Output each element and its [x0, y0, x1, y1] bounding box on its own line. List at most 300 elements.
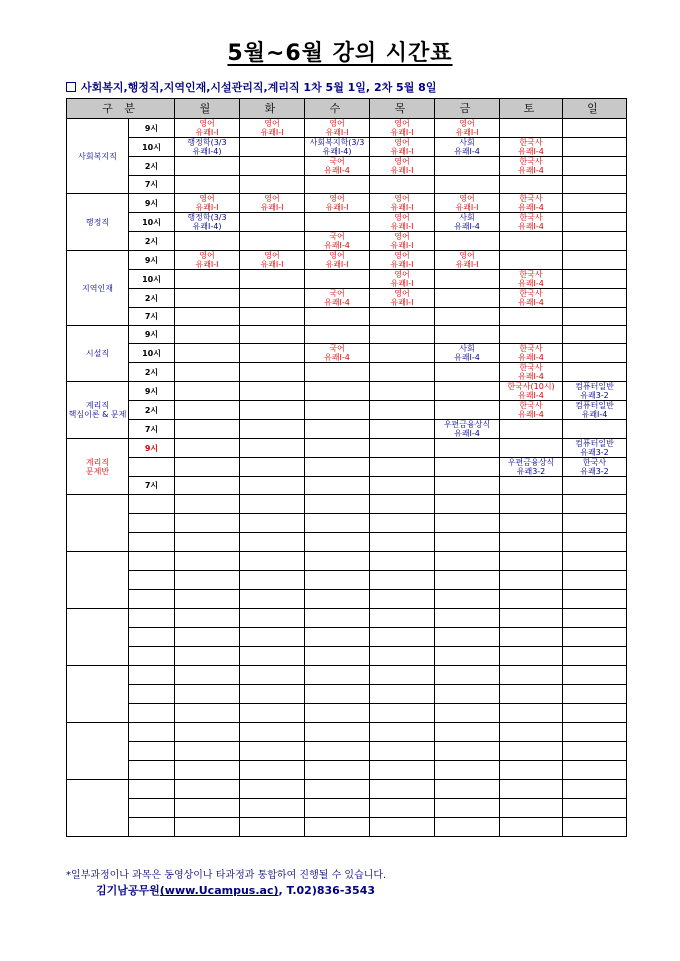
- empty-cell: [563, 742, 627, 761]
- empty-cell: [500, 495, 563, 514]
- time-slot: 2시: [129, 289, 175, 308]
- empty-cell: [500, 666, 563, 685]
- class-cell: [500, 289, 563, 308]
- empty-cell: [370, 571, 435, 590]
- empty-cell: [175, 742, 240, 761]
- class-cell-line: 영어: [459, 119, 475, 128]
- empty-cell: [240, 818, 305, 837]
- empty-row: [67, 647, 627, 666]
- empty-cell: [563, 590, 627, 609]
- empty-cell: [370, 344, 435, 363]
- class-cell-line: 유쾌Ⅰ-4: [454, 147, 480, 156]
- empty-cell: [370, 514, 435, 533]
- class-cell: [370, 232, 435, 251]
- empty-cell: [240, 138, 305, 157]
- class-cell-line: 유쾌Ⅰ-4: [324, 166, 350, 175]
- class-cell-line: 유쾌Ⅰ-Ⅰ: [455, 128, 479, 137]
- class-cell-line: 유쾌Ⅰ-Ⅰ: [390, 166, 414, 175]
- time-slot: 10시: [129, 270, 175, 289]
- empty-cell: [129, 609, 175, 628]
- class-cell-line: 컴퓨터일반: [575, 382, 614, 391]
- class-cell: [175, 119, 240, 138]
- empty-cell: [435, 647, 500, 666]
- class-cell-line: 영어: [199, 119, 215, 128]
- empty-cell: [435, 157, 500, 176]
- empty-cell: [563, 571, 627, 590]
- group-label-line: 문제반: [85, 466, 110, 476]
- class-cell: [175, 194, 240, 213]
- class-cell-line: 한국사: [519, 363, 543, 372]
- empty-cell: [305, 270, 370, 289]
- empty-cell: [305, 590, 370, 609]
- table-row: [67, 157, 627, 176]
- table-row: [67, 251, 627, 270]
- empty-cell: [175, 666, 240, 685]
- class-cell: [500, 401, 563, 420]
- empty-cell: [240, 647, 305, 666]
- group-label-line: 핵심이론 & 문제: [68, 410, 127, 419]
- empty-cell: [500, 571, 563, 590]
- class-cell: [435, 119, 500, 138]
- class-cell-line: 유쾌Ⅰ-4: [518, 166, 544, 175]
- class-cell-line: 영어: [394, 213, 410, 222]
- empty-cell: [435, 609, 500, 628]
- empty-cell: [500, 439, 563, 458]
- empty-cell: [563, 495, 627, 514]
- empty-cell: [129, 628, 175, 647]
- class-cell-line: 한국사: [519, 270, 543, 279]
- empty-cell: [305, 514, 370, 533]
- empty-cell: [563, 176, 627, 194]
- class-cell-line: 영어: [264, 119, 280, 128]
- empty-cell: [563, 119, 627, 138]
- header-day: 화: [240, 99, 305, 119]
- empty-cell: [305, 401, 370, 420]
- class-cell-line: 유쾌Ⅰ-Ⅰ: [390, 203, 414, 212]
- empty-cell: [563, 232, 627, 251]
- empty-cell: [240, 571, 305, 590]
- class-cell: [563, 401, 627, 420]
- class-cell-line: 영어: [199, 251, 215, 260]
- empty-cell: [563, 799, 627, 818]
- class-cell-line: 유쾌Ⅰ-4: [518, 298, 544, 307]
- class-cell-line: 영어: [199, 194, 215, 203]
- class-cell-line: 영어: [394, 251, 410, 260]
- empty-cell: [370, 401, 435, 420]
- empty-cell: [500, 742, 563, 761]
- header-day: 토: [500, 99, 563, 119]
- empty-cell: [175, 401, 240, 420]
- group-label-line: 지역인재: [82, 283, 113, 293]
- group-label: [67, 251, 129, 326]
- time-slot: 9시: [129, 382, 175, 401]
- empty-cell: [500, 533, 563, 552]
- empty-group-label: [67, 609, 129, 666]
- empty-cell: [563, 780, 627, 799]
- time-slot: 7시: [129, 308, 175, 326]
- class-cell-line: 우편금융상식: [443, 420, 491, 429]
- class-cell-line: 유쾌Ⅰ-Ⅰ: [390, 298, 414, 307]
- class-cell: [370, 289, 435, 308]
- empty-cell: [240, 308, 305, 326]
- empty-cell: [129, 495, 175, 514]
- header-day: 월: [175, 99, 240, 119]
- empty-cell: [129, 742, 175, 761]
- time-slot: 10시: [129, 213, 175, 232]
- empty-row: [67, 742, 627, 761]
- empty-cell: [305, 176, 370, 194]
- class-cell-line: 사회: [459, 213, 475, 222]
- empty-cell: [370, 439, 435, 458]
- class-cell-line: 국어: [329, 289, 345, 298]
- empty-cell: [175, 326, 240, 344]
- empty-cell: [435, 571, 500, 590]
- empty-cell: [500, 647, 563, 666]
- empty-cell: [240, 552, 305, 571]
- empty-cell: [563, 194, 627, 213]
- class-cell-line: 국어: [329, 232, 345, 241]
- class-cell: [500, 363, 563, 382]
- class-cell: [435, 213, 500, 232]
- empty-cell: [500, 590, 563, 609]
- empty-cell: [240, 458, 305, 477]
- empty-cell: [240, 382, 305, 401]
- empty-cell: [563, 628, 627, 647]
- table-row: [67, 477, 627, 495]
- time-slot: 7시: [129, 420, 175, 439]
- class-cell-line: 행정학(3/3: [187, 213, 227, 222]
- time-slot: [129, 458, 175, 477]
- timetable: [66, 98, 627, 837]
- class-cell-line: 유쾌Ⅰ-4): [322, 147, 352, 156]
- empty-group-label: [67, 552, 129, 609]
- empty-cell: [305, 723, 370, 742]
- time-slot: 2시: [129, 363, 175, 382]
- class-cell-line: 유쾌Ⅰ-Ⅰ: [390, 128, 414, 137]
- class-cell-line: 유쾌Ⅰ-4: [518, 203, 544, 212]
- empty-group-label: [67, 666, 129, 723]
- empty-cell: [240, 363, 305, 382]
- class-cell-line: 유쾌Ⅰ-Ⅰ: [390, 241, 414, 250]
- class-cell-line: 영어: [459, 194, 475, 203]
- class-cell: [500, 458, 563, 477]
- class-cell: [240, 251, 305, 270]
- class-cell-line: 유쾌3-2: [580, 391, 609, 400]
- empty-cell: [305, 742, 370, 761]
- empty-cell: [129, 685, 175, 704]
- empty-cell: [305, 308, 370, 326]
- empty-cell: [370, 609, 435, 628]
- class-cell-line: 유쾌Ⅰ-4: [518, 279, 544, 288]
- empty-cell: [500, 420, 563, 439]
- empty-cell: [500, 477, 563, 495]
- class-cell-line: 사회: [459, 344, 475, 353]
- empty-cell: [305, 780, 370, 799]
- empty-cell: [129, 514, 175, 533]
- class-cell-line: 영어: [394, 194, 410, 203]
- class-cell-line: 유쾌Ⅰ-4): [192, 222, 222, 231]
- empty-cell: [175, 685, 240, 704]
- empty-cell: [435, 176, 500, 194]
- empty-cell: [563, 552, 627, 571]
- empty-cell: [563, 138, 627, 157]
- empty-cell: [435, 458, 500, 477]
- empty-cell: [500, 251, 563, 270]
- class-cell: [175, 213, 240, 232]
- empty-cell: [435, 308, 500, 326]
- empty-row: [67, 609, 627, 628]
- empty-cell: [175, 723, 240, 742]
- class-cell-line: 영어: [264, 251, 280, 260]
- group-label-line: 계리직: [85, 401, 110, 410]
- empty-cell: [500, 119, 563, 138]
- empty-cell: [240, 232, 305, 251]
- class-cell-line: 유쾌Ⅰ-4: [324, 241, 350, 250]
- empty-cell: [305, 213, 370, 232]
- empty-cell: [240, 213, 305, 232]
- empty-cell: [435, 533, 500, 552]
- class-cell: [500, 344, 563, 363]
- empty-cell: [563, 704, 627, 723]
- class-cell-line: 한국사: [519, 401, 543, 410]
- empty-row: [67, 666, 627, 685]
- empty-cell: [175, 157, 240, 176]
- footnote: *일부과정이나 과목은 동영상이나 타과정과 통합하여 진행될 수 있습니다.: [66, 870, 387, 881]
- class-cell: [305, 194, 370, 213]
- class-cell-line: 유쾌Ⅰ-Ⅰ: [390, 260, 414, 269]
- class-cell-line: 우편금융상식: [507, 458, 555, 467]
- class-cell: [305, 119, 370, 138]
- academy-phone: , T.02)836-3543: [278, 884, 375, 897]
- empty-cell: [370, 742, 435, 761]
- class-cell: [370, 194, 435, 213]
- empty-cell: [563, 477, 627, 495]
- time-slot: 2시: [129, 157, 175, 176]
- empty-cell: [370, 363, 435, 382]
- group-label-line: 계리직: [85, 457, 110, 467]
- empty-cell: [175, 514, 240, 533]
- empty-cell: [435, 799, 500, 818]
- empty-cell: [563, 761, 627, 780]
- empty-cell: [240, 157, 305, 176]
- empty-cell: [563, 514, 627, 533]
- empty-cell: [305, 704, 370, 723]
- empty-cell: [500, 818, 563, 837]
- empty-cell: [175, 232, 240, 251]
- empty-cell: [500, 704, 563, 723]
- empty-row: [67, 704, 627, 723]
- class-cell-line: 유쾌Ⅰ-4: [581, 410, 608, 419]
- empty-cell: [563, 647, 627, 666]
- group-label: [67, 194, 129, 251]
- empty-cell: [240, 326, 305, 344]
- table-row: [67, 270, 627, 289]
- empty-cell: [240, 742, 305, 761]
- class-cell-line: 한국사: [519, 138, 543, 147]
- class-cell-line: 유쾌Ⅰ-Ⅰ: [325, 203, 349, 212]
- empty-row: [67, 533, 627, 552]
- empty-row: [67, 818, 627, 837]
- empty-cell: [240, 533, 305, 552]
- empty-row: [67, 552, 627, 571]
- class-cell-line: 유쾌Ⅰ-4: [518, 372, 544, 381]
- empty-cell: [563, 270, 627, 289]
- empty-cell: [129, 761, 175, 780]
- group-label-line: 사회복지직: [78, 151, 117, 161]
- empty-cell: [370, 552, 435, 571]
- empty-cell: [500, 685, 563, 704]
- class-cell-line: 영어: [264, 194, 280, 203]
- empty-cell: [240, 666, 305, 685]
- empty-cell: [563, 251, 627, 270]
- empty-cell: [240, 590, 305, 609]
- class-cell: [175, 138, 240, 157]
- empty-cell: [129, 818, 175, 837]
- empty-cell: [175, 176, 240, 194]
- empty-cell: [240, 477, 305, 495]
- class-cell: [370, 119, 435, 138]
- class-cell-line: 한국사: [582, 458, 607, 467]
- empty-cell: [175, 647, 240, 666]
- empty-cell: [563, 818, 627, 837]
- page-title: 5월~6월 강의 시간표: [227, 41, 453, 66]
- empty-cell: [175, 799, 240, 818]
- empty-cell: [129, 647, 175, 666]
- class-cell: [370, 138, 435, 157]
- academy-url[interactable]: (www.Ucampus.ac): [159, 884, 279, 897]
- empty-cell: [370, 176, 435, 194]
- class-cell-line: 유쾌3-2: [580, 448, 609, 457]
- time-slot: 9시: [129, 439, 175, 458]
- time-slot: 10시: [129, 138, 175, 157]
- empty-row: [67, 590, 627, 609]
- checkbox-bullet-icon: [66, 82, 76, 92]
- class-cell-line: 컴퓨터일반: [575, 401, 614, 410]
- group-label: [67, 119, 129, 194]
- class-cell: [500, 270, 563, 289]
- empty-cell: [370, 818, 435, 837]
- class-cell-line: 유쾌Ⅰ-Ⅰ: [260, 128, 284, 137]
- empty-cell: [435, 780, 500, 799]
- time-slot: 9시: [129, 326, 175, 344]
- academy-name: 김기남공무원: [96, 884, 160, 897]
- empty-cell: [500, 514, 563, 533]
- empty-cell: [175, 439, 240, 458]
- empty-cell: [563, 685, 627, 704]
- empty-cell: [240, 514, 305, 533]
- empty-cell: [500, 609, 563, 628]
- group-label-line: 시설직: [85, 349, 110, 358]
- empty-cell: [435, 270, 500, 289]
- header-day: 금: [435, 99, 500, 119]
- empty-cell: [370, 666, 435, 685]
- header-day: 수: [305, 99, 370, 119]
- class-cell-line: 유쾌Ⅰ-Ⅰ: [260, 260, 284, 269]
- table-row: [67, 194, 627, 213]
- empty-cell: [500, 761, 563, 780]
- empty-cell: [305, 628, 370, 647]
- empty-cell: [175, 495, 240, 514]
- empty-cell: [370, 495, 435, 514]
- time-slot: 2시: [129, 401, 175, 420]
- empty-cell: [129, 533, 175, 552]
- empty-cell: [305, 799, 370, 818]
- class-cell-line: 영어: [329, 194, 345, 203]
- empty-cell: [370, 326, 435, 344]
- empty-cell: [129, 590, 175, 609]
- class-cell: [305, 251, 370, 270]
- class-cell-line: 유쾌3-2: [516, 467, 546, 476]
- table-row: [67, 308, 627, 326]
- class-cell-line: 행정학(3/3: [187, 138, 227, 147]
- empty-cell: [563, 326, 627, 344]
- empty-cell: [175, 609, 240, 628]
- empty-cell: [435, 232, 500, 251]
- empty-cell: [435, 382, 500, 401]
- empty-cell: [175, 590, 240, 609]
- empty-cell: [240, 723, 305, 742]
- class-cell-line: 사회복지학(3/3: [309, 138, 365, 147]
- class-cell-line: 한국사: [519, 344, 543, 353]
- empty-cell: [129, 571, 175, 590]
- empty-cell: [435, 401, 500, 420]
- class-cell-line: 컴퓨터일반: [575, 439, 614, 448]
- empty-cell: [305, 477, 370, 495]
- empty-cell: [370, 382, 435, 401]
- empty-cell: [305, 420, 370, 439]
- class-cell: [435, 138, 500, 157]
- table-row: [67, 289, 627, 308]
- empty-cell: [435, 704, 500, 723]
- table-row: [67, 344, 627, 363]
- empty-cell: [500, 723, 563, 742]
- empty-cell: [240, 420, 305, 439]
- class-cell: [240, 119, 305, 138]
- class-cell-line: 영어: [394, 157, 410, 166]
- empty-cell: [370, 723, 435, 742]
- class-cell-line: 사회: [459, 138, 475, 147]
- empty-cell: [370, 685, 435, 704]
- empty-row: [67, 780, 627, 799]
- class-cell: [305, 289, 370, 308]
- empty-cell: [305, 761, 370, 780]
- empty-cell: [175, 704, 240, 723]
- empty-cell: [370, 458, 435, 477]
- table-row: [67, 326, 627, 344]
- empty-row: [67, 571, 627, 590]
- empty-cell: [563, 344, 627, 363]
- header-category: 구 분: [67, 99, 175, 119]
- empty-cell: [370, 308, 435, 326]
- empty-cell: [435, 723, 500, 742]
- empty-cell: [435, 628, 500, 647]
- class-cell-line: 한국사: [519, 194, 543, 203]
- class-cell-line: 영어: [329, 251, 345, 260]
- empty-cell: [435, 514, 500, 533]
- class-cell-line: 국어: [329, 344, 345, 353]
- class-cell-line: 영어: [394, 289, 410, 298]
- table-row: [67, 401, 627, 420]
- empty-cell: [175, 552, 240, 571]
- empty-cell: [129, 799, 175, 818]
- class-cell: [305, 344, 370, 363]
- empty-cell: [240, 289, 305, 308]
- class-cell-line: 유쾌Ⅰ-4): [192, 147, 222, 156]
- empty-cell: [435, 742, 500, 761]
- class-cell-line: 유쾌Ⅰ-4: [518, 410, 544, 419]
- empty-cell: [435, 477, 500, 495]
- class-cell-line: 유쾌Ⅰ-Ⅰ: [390, 279, 414, 288]
